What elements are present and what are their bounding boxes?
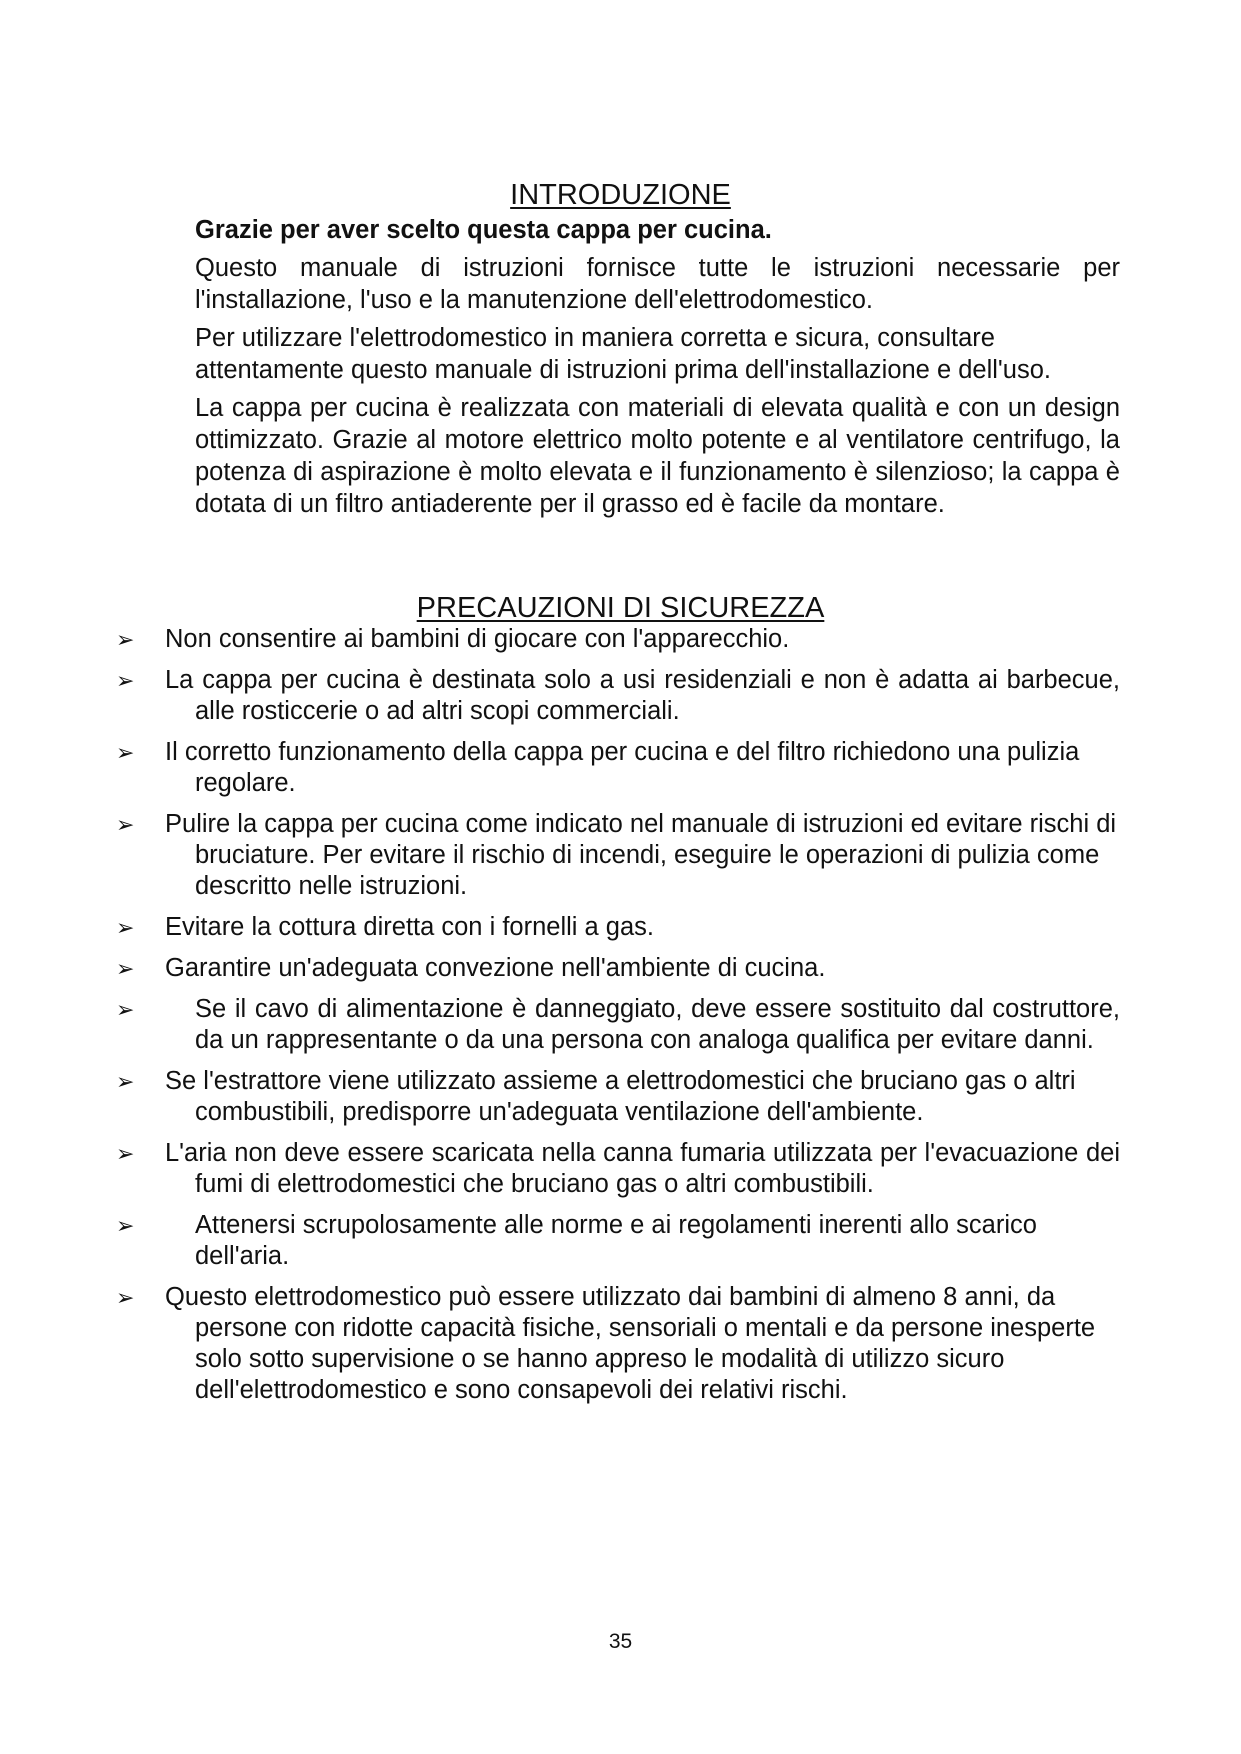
arrow-bullet-icon: ➢ — [116, 956, 135, 981]
intro-heading: INTRODUZIONE — [510, 179, 731, 211]
safety-item — [0, 1282, 1241, 1406]
safety-item-text: Evitare la cottura diretta con i fornelli a gas. — [165, 913, 654, 941]
safety-item — [0, 665, 1241, 727]
safety-item — [0, 1210, 1241, 1272]
safety-item — [0, 809, 1241, 902]
safety-item-text: Questo elettrodomestico può essere utilizzato dai bambini di almeno 8 anni, da persone con ridotte capacità fisiche, sensoriali o mentali e da persone inesperte solo sotto supervisione o se hanno appreso le modalità di utilizzo sicuro dell'elettrodomestico e sono consapevoli dei relativi rischi. — [165, 1283, 1096, 1404]
safety-item-text: Garantire un'adeguata convezione nell'ambiente di cucina. — [165, 954, 826, 982]
safety-list — [0, 624, 1241, 1416]
arrow-bullet-icon: ➢ — [116, 1069, 135, 1094]
safety-item — [0, 994, 1241, 1056]
intro-paragraph: Questo manuale di istruzioni fornisce tutte le istruzioni necessarie per l'installazione, l'uso e la manutenzione dell'elettrodomestico. — [195, 254, 1120, 314]
safety-item — [0, 737, 1241, 799]
arrow-bullet-icon: ➢ — [116, 740, 135, 765]
safety-item-text: Attenersi scrupolosamente alle norme e ai regolamenti inerenti allo scarico dell'aria. — [195, 1211, 1037, 1270]
safety-item-text: Se l'estrattore viene utilizzato assieme a elettrodomestici che bruciano gas o altri combustibili, predisporre un'adeguata ventilazione dell'ambiente. — [165, 1067, 1076, 1126]
page-number: 35 — [608, 1630, 633, 1653]
arrow-bullet-icon: ➢ — [116, 812, 135, 837]
safety-item — [0, 912, 1241, 943]
intro-paragraph: La cappa per cucina è realizzata con materiali di elevata qualità e con un design ottimizzato. Grazie al motore elettrico molto potente e al ventilatore centrifugo, la potenza di aspirazione è molto elevata e il funzionamento è silenzioso; la cappa è dotata di un filtro antiaderente per il grasso ed è facile da montare. — [195, 394, 1120, 518]
arrow-bullet-icon: ➢ — [116, 668, 135, 693]
intro-paragraph: Per utilizzare l'elettrodomestico in maniera corretta e sicura, consultare attentamente questo manuale di istruzioni prima dell'installazione e dell'uso. — [195, 324, 1051, 384]
safety-item-text: Se il cavo di alimentazione è danneggiato, deve essere sostituito dal costruttore, da un rappresentante o da una persona con analoga qualifica per evitare danni. — [195, 995, 1120, 1054]
safety-item-text: Il corretto funzionamento della cappa per cucina e del filtro richiedono una pulizia regolare. — [165, 738, 1080, 797]
arrow-bullet-icon: ➢ — [116, 1141, 135, 1166]
arrow-bullet-icon: ➢ — [116, 915, 135, 940]
safety-item — [0, 624, 1241, 655]
intro-section — [195, 214, 1120, 526]
safety-item-text: L'aria non deve essere scaricata nella canna fumaria utilizzata per l'evacuazione dei fumi di elettrodomestici che bruciano gas o altri combustibili. — [165, 1139, 1120, 1198]
safety-item-text: La cappa per cucina è destinata solo a usi residenziali e non è adatta ai barbecue, alle rosticcerie o ad altri scopi commerciali. — [165, 666, 1120, 725]
arrow-bullet-icon: ➢ — [116, 1213, 135, 1238]
safety-item — [0, 953, 1241, 984]
arrow-bullet-icon: ➢ — [116, 627, 135, 652]
arrow-bullet-icon: ➢ — [116, 997, 135, 1022]
safety-item — [0, 1066, 1241, 1128]
safety-item-text: Non consentire ai bambini di giocare con l'apparecchio. — [165, 625, 790, 653]
arrow-bullet-icon: ➢ — [116, 1285, 135, 1310]
intro-lead: Grazie per aver scelto questa cappa per cucina. — [195, 216, 772, 244]
safety-item-text: Pulire la cappa per cucina come indicato nel manuale di istruzioni ed evitare rischi di bruciature. Per evitare il rischio di incendi, eseguire le operazioni di pulizia come descritto nelle istruzioni. — [165, 810, 1117, 900]
safety-heading: PRECAUZIONI DI SICUREZZA — [416, 592, 825, 624]
safety-item — [0, 1138, 1241, 1200]
